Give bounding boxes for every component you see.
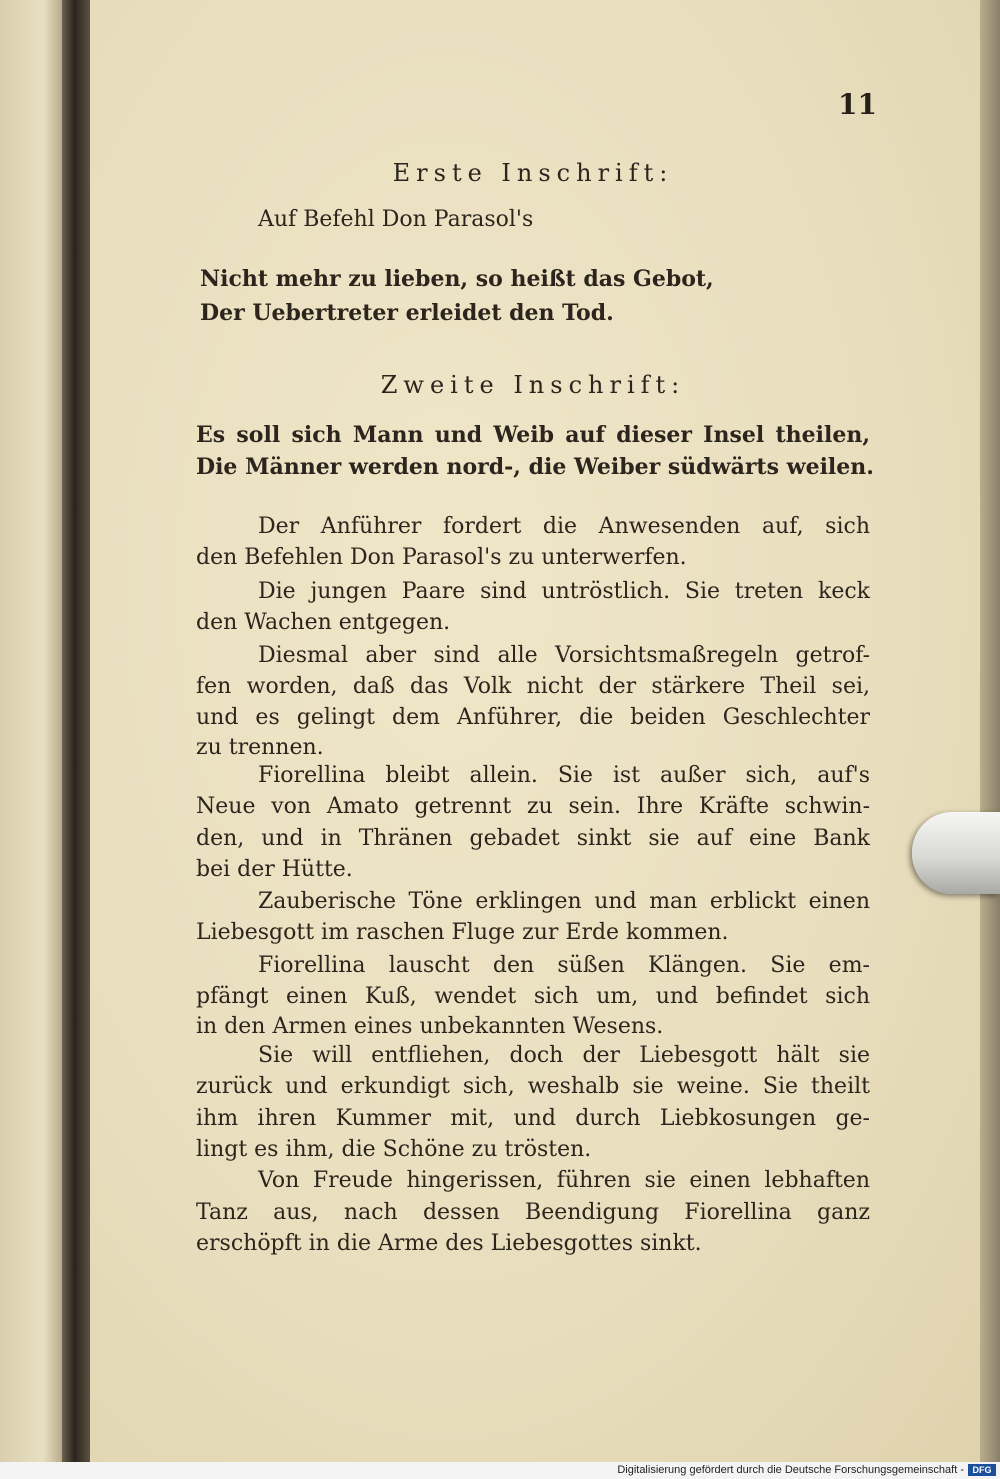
paragraph-line: Tanz aus, nach dessen Beendigung Fiorellina ganz [196, 1200, 870, 1225]
paragraph-line: zu trennen. [196, 735, 324, 760]
verse-line: Auf Befehl Don Parasol's [258, 207, 534, 232]
paragraph-line: zurück und erkundigt sich, weshalb sie weine. Sie theilt [196, 1074, 870, 1099]
verse-line: Die Männer werden nord-, die Weiber südwärts weilen. [196, 454, 874, 480]
paragraph-line: Neue von Amato getrennt zu sein. Ihre Kräfte schwin- [196, 794, 870, 819]
paragraph-line: lingt es ihm, die Schöne zu trösten. [196, 1137, 592, 1162]
paragraph-line: in den Armen eines unbekannten Wesens. [196, 1014, 664, 1039]
paragraph-line: Zauberische Töne erklingen und man erblickt einen [258, 889, 870, 914]
paragraph-line: pfängt einen Kuß, wendet sich um, und befindet sich [196, 984, 870, 1009]
paragraph-line: erschöpft in die Arme des Liebesgottes sinkt. [196, 1231, 702, 1256]
paragraph-line: Sie will entfliehen, doch der Liebesgott hält sie [258, 1043, 870, 1068]
heading-first-inscription: Erste Inschrift: [392, 159, 674, 187]
paragraph-line: Der Anführer fordert die Anwesenden auf, sich [258, 514, 870, 539]
paragraph-line: und es gelingt dem Anführer, die beiden Geschlechter [196, 705, 870, 730]
verse-line: Der Uebertreter erleidet den Tod. [200, 300, 614, 326]
heading-second-inscription: Zweite Inschrift: [380, 371, 686, 399]
paragraph-line: den, und in Thränen gebadet sinkt sie auf eine Bank [196, 826, 870, 851]
paragraph-line: Liebesgott im raschen Fluge zur Erde kommen. [196, 920, 729, 945]
paragraph-line: fen worden, daß das Volk nicht der stärkere Theil sei, [196, 674, 870, 699]
paragraph-line: den Wachen entgegen. [196, 610, 451, 635]
paragraph-line: den Befehlen Don Parasol's zu unterwerfen. [196, 545, 687, 570]
dfg-logo: DFG [968, 1464, 996, 1476]
paragraph-line: Fiorellina lauscht den süßen Klängen. Sie em- [258, 953, 870, 978]
page-number: 11 [838, 88, 877, 121]
paragraph-line: bei der Hütte. [196, 857, 353, 882]
paragraph-line: Fiorellina bleibt allein. Sie ist außer sich, auf's [258, 763, 870, 788]
paragraph-line: Diesmal aber sind alle Vorsichtsmaßregeln getrof- [258, 643, 870, 668]
paragraph-line: Die jungen Paare sind untröstlich. Sie treten keck [258, 579, 870, 604]
verse-line: Es soll sich Mann und Weib auf dieser Insel theilen, [196, 422, 870, 448]
digitization-credit: Digitalisierung gefördert durch die Deutsche Forschungsgemeinschaft - [617, 1464, 964, 1476]
paragraph-line: Von Freude hingerissen, führen sie einen lebhaften [258, 1168, 870, 1193]
paragraph-line: ihm ihren Kummer mit, und durch Liebkosungen ge- [196, 1106, 870, 1131]
verse-line: Nicht mehr zu lieben, so heißt das Gebot, [200, 266, 714, 292]
